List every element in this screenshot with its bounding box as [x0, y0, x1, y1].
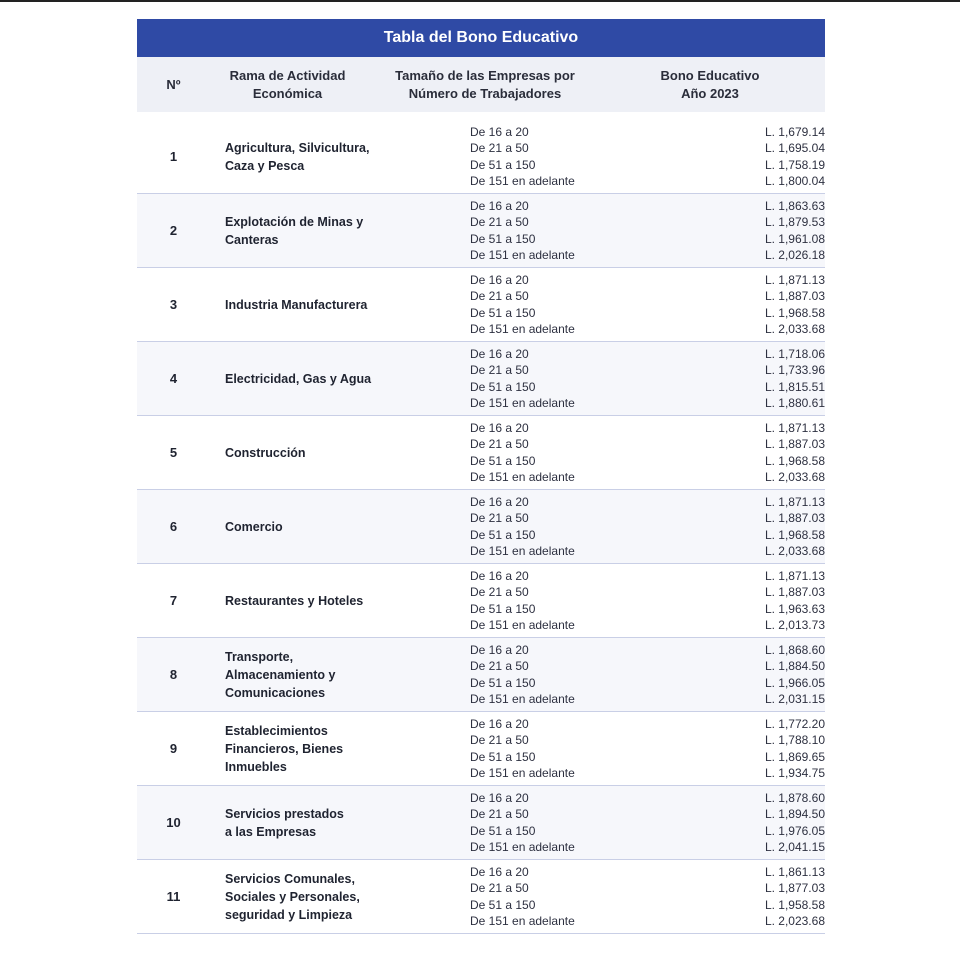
rama-line: Construcción	[225, 445, 306, 460]
header-rama-line-1: Rama de Actividad	[229, 67, 346, 83]
size-range: De 16 a 20	[470, 346, 529, 361]
bono-amount: L. 1,887.03	[764, 437, 825, 451]
bono-amount: L. 1,968.58	[764, 453, 825, 468]
rama-line: Agricultura, Silvicultura,	[225, 140, 370, 155]
table-header	[137, 57, 825, 112]
row-rama	[210, 722, 385, 776]
bono-amount: L. 1,879.53	[764, 215, 825, 229]
row-sizes	[385, 198, 670, 264]
table-row	[137, 712, 825, 786]
bono-amount: L. 2,033.68	[764, 544, 825, 558]
rama-line: Sociales y Personales,	[225, 889, 360, 904]
rama-line: Servicios Comunales,	[225, 871, 355, 886]
header-rama-line-2: Económica	[252, 85, 323, 101]
row-sizes	[385, 790, 670, 856]
size-range: De 16 a 20	[470, 716, 529, 731]
size-range: De 21 a 50	[470, 659, 529, 673]
row-amounts	[670, 420, 825, 486]
size-range: De 21 a 50	[470, 881, 529, 895]
row-rama	[210, 648, 385, 702]
size-range: De 16 a 20	[470, 272, 529, 287]
rama-line: Explotación de Minas y	[225, 214, 364, 229]
size-range: De 151 en adelante	[470, 396, 575, 410]
row-amounts	[670, 198, 825, 264]
row-number: 2	[169, 223, 178, 238]
size-range: De 51 a 150	[470, 675, 536, 690]
row-rama	[210, 444, 385, 462]
row-number: 8	[169, 667, 178, 682]
row-amounts	[670, 716, 825, 782]
bono-amount: L. 1,733.96	[764, 363, 825, 377]
size-range: De 16 a 20	[470, 124, 529, 139]
row-amounts	[670, 642, 825, 708]
row-number: 5	[169, 445, 178, 460]
bono-amount: L. 1,887.03	[764, 289, 825, 303]
row-amounts	[670, 494, 825, 560]
row-rama	[210, 139, 385, 175]
row-amounts	[670, 790, 825, 856]
row-amounts	[670, 864, 825, 930]
bono-amount: L. 1,758.19	[764, 157, 825, 172]
bono-amount: L. 1,887.03	[764, 585, 825, 599]
bono-amount: L. 1,871.13	[764, 568, 825, 583]
row-number: 3	[169, 297, 178, 312]
size-range: De 51 a 150	[470, 305, 536, 320]
size-range: De 51 a 150	[470, 749, 536, 764]
size-range: De 51 a 150	[470, 157, 536, 172]
table-title-text: Tabla del Bono Educativo	[383, 29, 579, 46]
bono-amount: L. 1,894.50	[764, 807, 825, 821]
header-tamano-line-1: Tamaño de las Empresas por	[395, 67, 575, 83]
size-range: De 21 a 50	[470, 215, 529, 229]
rama-line: Restaurantes y Hoteles	[225, 593, 364, 608]
size-range: De 151 en adelante	[470, 544, 575, 558]
rama-line: Financieros, Bienes	[225, 741, 344, 756]
bono-table	[137, 19, 825, 934]
row-amounts	[670, 124, 825, 190]
bono-amount: L. 2,033.68	[764, 322, 825, 336]
bono-amount: L. 1,968.58	[764, 527, 825, 542]
table-row	[137, 194, 825, 268]
bono-amount: L. 1,963.63	[764, 601, 825, 616]
size-range: De 151 en adelante	[470, 692, 575, 706]
bono-amount: L. 1,968.58	[764, 305, 825, 320]
bono-amount: L. 1,868.60	[764, 642, 825, 657]
row-number: 11	[166, 889, 181, 904]
table-title	[137, 19, 825, 57]
rama-line: Electricidad, Gas y Agua	[225, 371, 372, 386]
table-row	[137, 786, 825, 860]
rama-line: Comunicaciones	[225, 685, 326, 700]
header-bono-line-2: Año 2023	[681, 85, 739, 101]
bono-amount: L. 1,788.10	[764, 733, 825, 747]
bono-amount: L. 1,877.03	[764, 881, 825, 895]
size-range: De 151 en adelante	[470, 248, 575, 262]
bono-amount: L. 1,869.65	[764, 749, 825, 764]
bono-amount: L. 1,718.06	[764, 346, 825, 361]
size-range: De 16 a 20	[470, 494, 529, 509]
size-range: De 21 a 50	[470, 437, 529, 451]
bono-amount: L. 1,878.60	[764, 790, 825, 805]
size-range: De 51 a 150	[470, 527, 536, 542]
bono-amount: L. 1,966.05	[764, 675, 825, 690]
table-row	[137, 638, 825, 712]
bono-amount: L. 1,679.14	[764, 124, 825, 139]
size-range: De 151 en adelante	[470, 470, 575, 484]
row-sizes	[385, 864, 670, 930]
header-tamano	[385, 67, 585, 103]
row-number: 6	[169, 519, 178, 534]
bono-amount: L. 2,031.15	[764, 692, 825, 706]
row-sizes	[385, 642, 670, 708]
size-range: De 151 en adelante	[470, 766, 575, 780]
table-row	[137, 268, 825, 342]
bono-amount: L. 1,815.51	[764, 379, 825, 394]
header-bono-line-1: Bono Educativo	[660, 67, 760, 83]
row-rama	[210, 213, 385, 249]
bono-amount: L. 2,026.18	[764, 248, 825, 262]
bono-amount: L. 1,863.63	[764, 198, 825, 213]
row-rama	[210, 296, 385, 314]
bono-amount: L. 2,023.68	[764, 914, 825, 928]
bono-amount: L. 1,800.04	[764, 174, 825, 188]
size-range: De 21 a 50	[470, 141, 529, 155]
row-amounts	[670, 272, 825, 338]
size-range: De 51 a 150	[470, 453, 536, 468]
table-row	[137, 342, 825, 416]
rama-line: Canteras	[225, 232, 279, 247]
size-range: De 16 a 20	[470, 790, 529, 805]
row-rama	[210, 870, 385, 924]
size-range: De 21 a 50	[470, 585, 529, 599]
table-row	[137, 120, 825, 194]
table-body	[137, 120, 825, 934]
size-range: De 51 a 150	[470, 231, 536, 246]
bono-amount: L. 1,861.13	[764, 864, 825, 879]
row-number: 10	[166, 815, 181, 830]
rama-line: Servicios prestados	[225, 806, 344, 821]
size-range: De 151 en adelante	[470, 914, 575, 928]
size-range: De 151 en adelante	[470, 618, 575, 632]
rama-line: Almacenamiento y	[225, 667, 336, 682]
header-tamano-line-2: Número de Trabajadores	[408, 85, 562, 101]
size-range: De 21 a 50	[470, 807, 529, 821]
size-range: De 151 en adelante	[470, 174, 575, 188]
table-row	[137, 860, 825, 934]
bono-amount: L. 2,033.68	[764, 470, 825, 484]
table-row	[137, 416, 825, 490]
row-number: 4	[169, 371, 178, 386]
bono-amount: L. 2,013.73	[764, 618, 825, 632]
rama-line: Transporte,	[225, 649, 294, 664]
size-range: De 21 a 50	[470, 733, 529, 747]
bono-amount: L. 1,934.75	[764, 766, 825, 780]
row-amounts	[670, 568, 825, 634]
size-range: De 51 a 150	[470, 601, 536, 616]
bono-amount: L. 1,772.20	[764, 716, 825, 731]
row-rama	[210, 805, 385, 841]
bono-amount: L. 1,961.08	[764, 231, 825, 246]
rama-line: seguridad y Limpieza	[225, 907, 353, 922]
size-range: De 151 en adelante	[470, 840, 575, 854]
header-num: Nº	[166, 76, 181, 92]
table-row	[137, 490, 825, 564]
size-range: De 21 a 50	[470, 363, 529, 377]
bono-amount: L. 2,041.15	[764, 840, 825, 854]
rama-line: Establecimientos	[225, 723, 328, 738]
table-row	[137, 564, 825, 638]
bono-amount: L. 1,976.05	[764, 823, 825, 838]
bono-amount: L. 1,887.03	[764, 511, 825, 525]
size-range: De 16 a 20	[470, 864, 529, 879]
row-number: 7	[169, 593, 178, 608]
size-range: De 151 en adelante	[470, 322, 575, 336]
row-sizes	[385, 346, 670, 412]
rama-line: Inmuebles	[225, 759, 287, 774]
row-rama	[210, 592, 385, 610]
bono-amount: L. 1,871.13	[764, 272, 825, 287]
header-rama	[210, 67, 385, 103]
rama-line: Comercio	[225, 519, 283, 534]
size-range: De 16 a 20	[470, 568, 529, 583]
bono-amount: L. 1,884.50	[764, 659, 825, 673]
bono-amount: L. 1,880.61	[764, 396, 825, 410]
row-amounts	[670, 346, 825, 412]
row-number: 9	[169, 741, 178, 756]
rama-line: a las Empresas	[225, 824, 317, 839]
rama-line: Industria Manufacturera	[225, 297, 368, 312]
row-sizes	[385, 716, 670, 782]
row-sizes	[385, 568, 670, 634]
size-range: De 16 a 20	[470, 198, 529, 213]
size-range: De 21 a 50	[470, 289, 529, 303]
size-range: De 16 a 20	[470, 642, 529, 657]
size-range: De 21 a 50	[470, 511, 529, 525]
rama-line: Caza y Pesca	[225, 158, 305, 173]
top-border-line	[0, 0, 960, 2]
row-sizes	[385, 494, 670, 560]
bono-amount: L. 1,871.13	[764, 420, 825, 435]
bono-amount: L. 1,871.13	[764, 494, 825, 509]
row-sizes	[385, 272, 670, 338]
size-range: De 51 a 150	[470, 379, 536, 394]
bono-amount: L. 1,695.04	[764, 141, 825, 155]
size-range: De 51 a 150	[470, 897, 536, 912]
row-sizes	[385, 124, 670, 190]
row-number: 1	[169, 149, 178, 164]
size-range: De 51 a 150	[470, 823, 536, 838]
row-sizes	[385, 420, 670, 486]
row-rama	[210, 370, 385, 388]
row-rama	[210, 518, 385, 536]
bono-amount: L. 1,958.58	[764, 897, 825, 912]
header-bono	[585, 67, 825, 103]
size-range: De 16 a 20	[470, 420, 529, 435]
